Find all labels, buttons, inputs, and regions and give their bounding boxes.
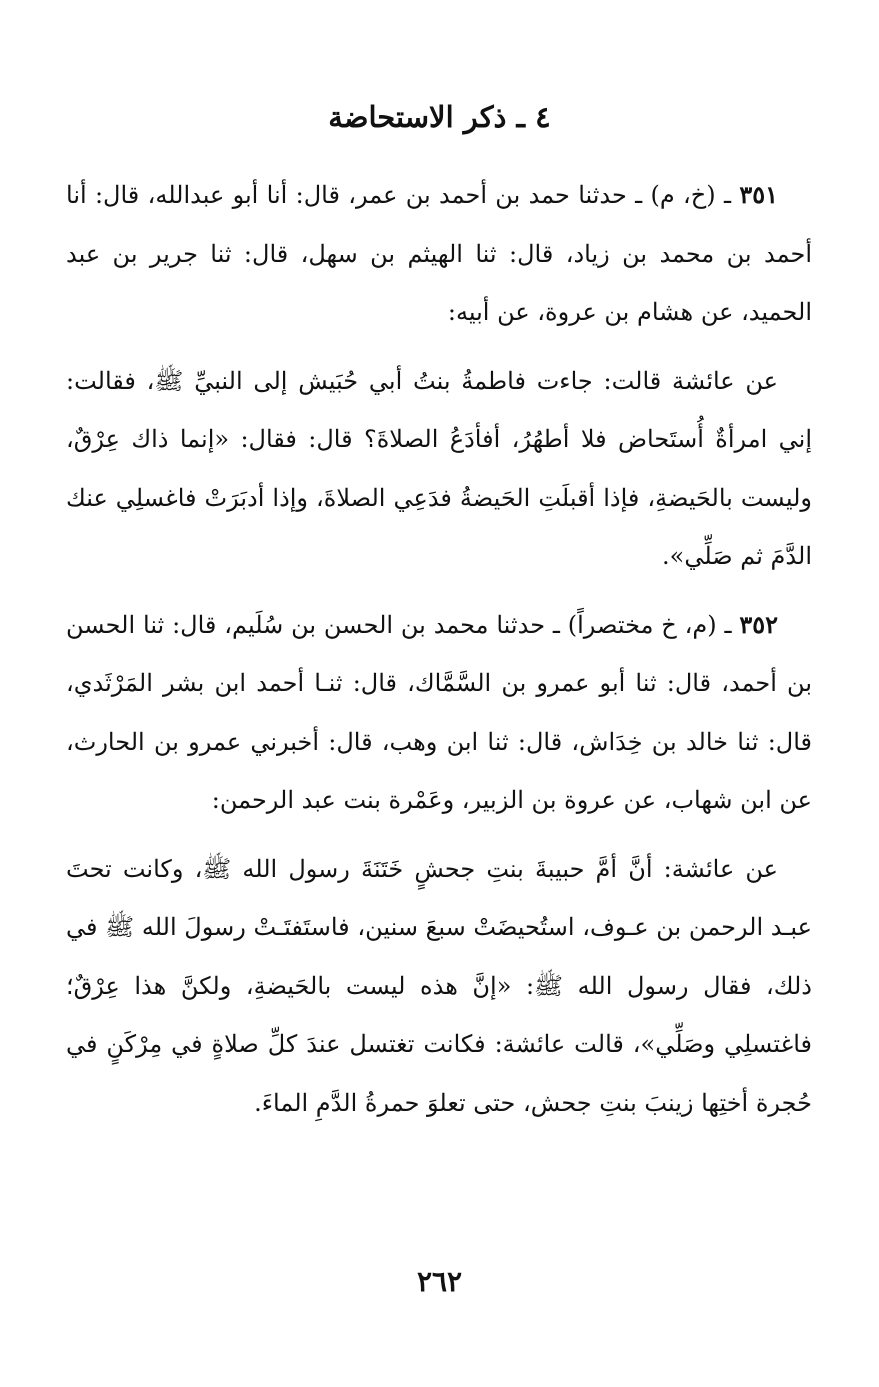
page-number: ٢٦٢: [416, 1265, 463, 1298]
matn-text: عن عائشة قالت: جاءت فاطمةُ بنتُ أبي حُبَيش إلى النبيِّ ﷺ، فقالت: إني امرأةٌ أُستَحاض فلا أطهُرُ، أفأدَعُ الصلاةَ؟ قال: فقال: «إنما ذاك عِرْقٌ، وليست بالحَيضةِ، فإذا أقبلَتِ الحَيضةُ فدَعِي الصلاةَ، وإذا أدبَرَتْ فاغسلِي عنك الدَّمَ ثم صَلِّي».: [66, 366, 812, 570]
hadith-351-text: [66, 352, 812, 586]
hadith-number: ٣٥١: [739, 180, 778, 209]
isnad-text: ـ (م، خ مختصراً) ـ حدثنا محمد بن الحسن بن سُلَيم، قال: ثنا الحسن بن أحمد، قال: ثنا أبو عمرو بن السَّمَّاك، قال: ثنـا أحمد ابن بشر المَرْثَدي، قال: ثنا خالد بن خِدَاش، قال: ثنا ابن وهب، قال: أخبرني عمرو بن الحارث، عن ابن شهاب، عن عروة بن الزبير، وعَمْرة بنت عبد الرحمن:: [66, 610, 812, 814]
section-heading: ٤ ـ ذكر الاستحاضة: [328, 100, 551, 134]
hadith-352-chain: [66, 596, 812, 830]
matn-text: عن عائشة: أنَّ أمَّ حبيبةَ بنتِ جحشٍ خَتَنَةَ رسول الله ﷺ، وكانت تحتَ عبـد الرحمن بن عـوف، استُحيضَتْ سبعَ سنين، فاستَفتَـتْ رسولَ الله ﷺ في ذلك، فقال رسول الله ﷺ: «إنَّ هذه ليست بالحَيضةِ، ولكنَّ هذا عِرْقٌ؛ فاغتسلِي وصَلِّي»، قالت عائشة: فكانت تغتسل عندَ كلِّ صلاةٍ في مِرْكَنٍ في حُجرة أختِها زينبَ بنتِ جحش، حتى تعلوَ حمرةُ الدَّمِ الماءَ.: [66, 854, 812, 1117]
hadith-352-text: [66, 840, 812, 1133]
page-body: [66, 166, 812, 1132]
hadith-number: ٣٥٢: [739, 609, 778, 639]
hadith-351-chain: [66, 166, 812, 342]
isnad-text: ـ (خ، م) ـ حدثنا حمد بن أحمد بن عمر، قال: أنا أبو عبدالله، قال: أنا أحمد بن محمد بن زياد، قال: ثنا الهيثم بن سهل، قال: ثنا جرير بن عبد الحميد، عن هشام بن عروة، عن أبيه:: [66, 181, 812, 326]
